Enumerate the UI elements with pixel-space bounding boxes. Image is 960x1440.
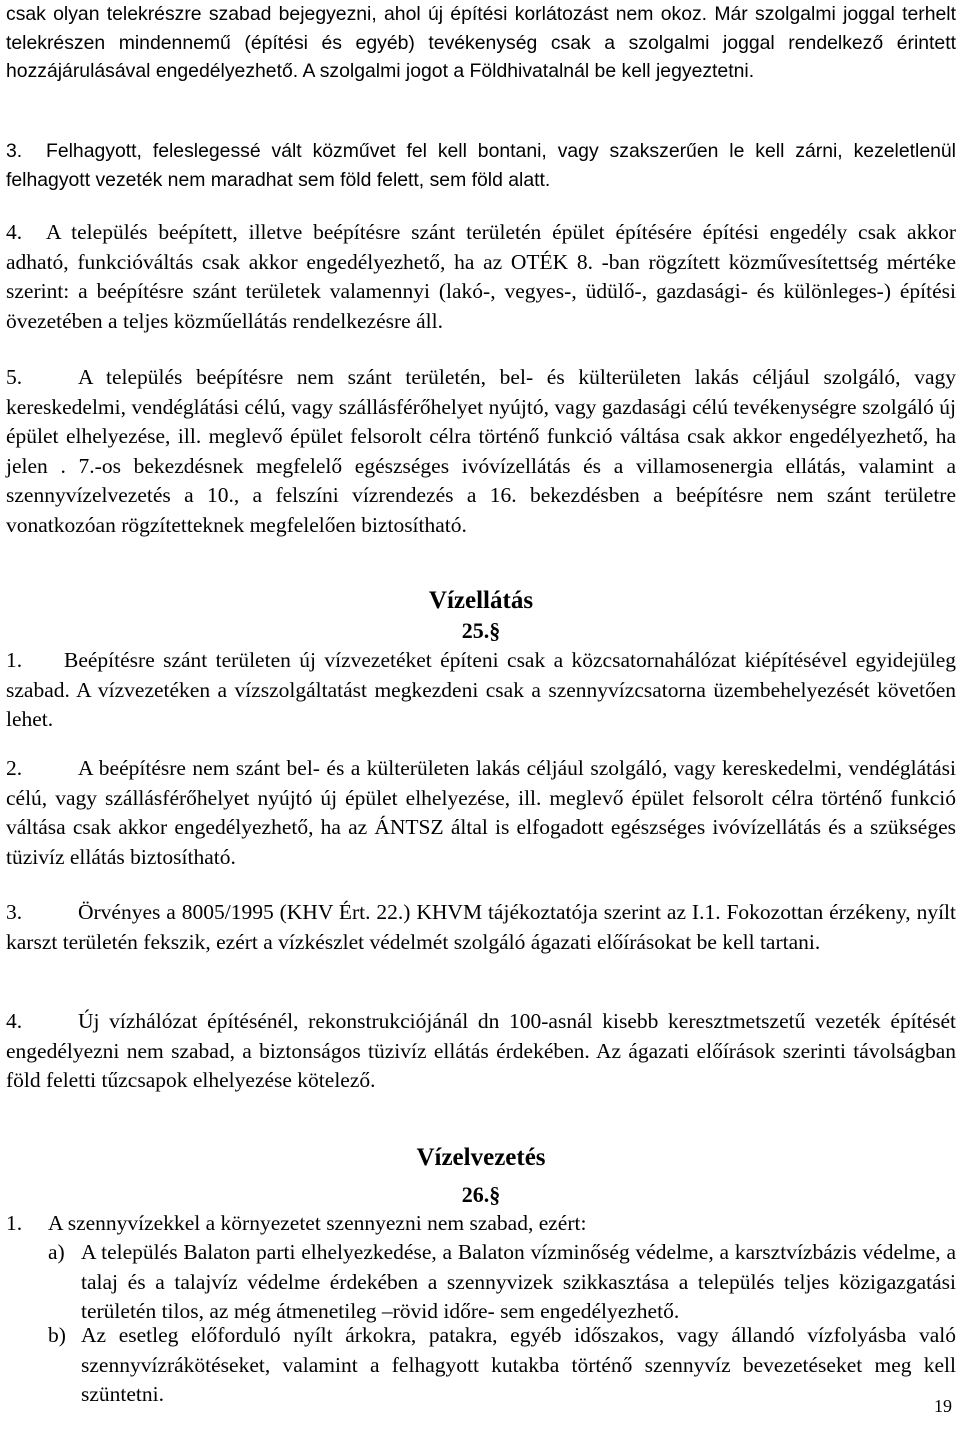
item-number: 1. (6, 648, 23, 672)
page-number: 19 (934, 1396, 952, 1416)
item-text: A település beépítésre nem szánt területén, bel- és külterületen lakás céljául szolgáló, vagy kereskedelmi, vendéglátási célú, vagy szállásférőhelyet nyújtó, vagy gazdasági célú tevékenységre szolgáló új épület elhelyezése, ill. meglevő épület felsorolt célra történő funkció váltása csak akkor engedélyezhető, ha jelen . 7.-os bekezdésnek megfelelő egészséges ivóvízellátás és a villamosenergia ellátás, valamint a szennyvízelvezetés a 10., a felszíni vízrendezés a 16. bekezdésben a beépítésre nem szánt területre vonatkozóan rögzítetteknek megfelelően biztosítható. (6, 365, 956, 537)
paragraph-item-4 (6, 218, 956, 336)
paragraph-number: 26. (461, 1182, 490, 1207)
item-number: 1. (6, 1211, 23, 1235)
section-sign-icon: § (489, 618, 501, 643)
section-title-water: Vízellátás (428, 587, 534, 614)
item-text: Új vízhálózat építésénél, rekonstrukciójánál dn 100-asnál kisebb keresztmetszetű vezeték építését engedélyezni nem szabad, a biztonságos tüzivíz ellátás érdekében. Az ágazati előírások szerinti távolságban föld feletti tűzcsapok elhelyezése kötelező. (6, 1009, 956, 1092)
section-paragraph-water (6, 616, 956, 646)
water-item-3 (6, 898, 956, 957)
item-number: 4. (6, 220, 23, 244)
subitem-text: Az esetleg előforduló nyílt árkokra, patakra, egyéb időszakos, vagy állandó vízfolyásba való szennyvízrákötéseket, valamint a felhagyott kutakba történő szennyvíz bevezetéseket meg kell szüntetni. (81, 1323, 956, 1406)
item-number: 3. (6, 140, 23, 162)
section-sign-icon: § (489, 1182, 501, 1207)
item-text: A beépítésre nem szánt bel- és a külterületen lakás céljául szolgáló, vagy kereskedelmi, vendéglátási célú, vagy szállásférőhelyet nyújtó új épület elhelyezése, ill. meglevő épület felsorolt célra történő funkció váltása csak akkor engedélyezhető, ha az ÁNTSZ által is elfogadott egészséges ivóvízellátás és a szükséges tüzivíz ellátás biztosítható. (6, 756, 956, 869)
section-paragraph-sewage (6, 1180, 956, 1210)
water-item-4 (6, 1007, 956, 1096)
sewage-subitem-a (48, 1238, 956, 1327)
item-number: 4. (6, 1009, 23, 1033)
sewage-item-1 (6, 1209, 956, 1239)
intro-paragraph: csak olyan telekrészre szabad bejegyezni, ahol új építési korlátozást nem okoz. Már szolgalmi joggal terhelt telekrészen mindennemű (építési és egyéb) tevékenység csak a szolgalmi joggal rendelkező érintett hozzájárulásával engedélyezhető. A szolgalmi jogot a Földhivatalnál be kell jegyeztetni. (6, 3, 956, 82)
paragraph-item-5 (6, 363, 956, 540)
item-text: Felhagyott, feleslegessé vált közművet fel kell bontani, vagy szakszerűen le kell zárni, kezeletlenül felhagyott vezeték nem maradhat sem föld felett, sem föld alatt. (6, 140, 956, 191)
subitem-text: A település Balaton parti elhelyezkedése, a Balaton vízminőség védelme, a karsztvízbázis védelme, a talaj és a talajvíz védelme érdekében a szennyvizek szikkasztása a település teljes közigazgatási területén tilos, az még átmenetileg –rövid időre- sem engedélyezhető. (81, 1240, 956, 1323)
item-number: 2. (6, 756, 23, 780)
water-item-1 (6, 646, 956, 735)
item-text: A szennyvízekkel a környezetet szennyezni nem szabad, ezért: (48, 1211, 587, 1235)
item-text: Örvényes a 8005/1995 (KHV Ért. 22.) KHVM tájékoztatója szerint az I.1. Fokozottan érzékeny, nyílt karszt területén fekszik, ezért a vízkészlet védelmét szolgáló ágazati előírásokat be kell tartani. (6, 900, 956, 954)
subitem-label: b) (48, 1323, 66, 1347)
sewage-subitem-b (48, 1321, 956, 1410)
item-text: A település beépített, illetve beépítésre szánt területén épület építésére építési engedély csak akkor adható, funkcióváltás csak akkor engedélyezhető, ha az OTÉK 8. -ban rögzített közművesítettség mértéke szerint: a beépítésre szánt területek valamennyi (lakó-, vegyes-, üdülő-, gazdasági- és különleges-) építési övezetében a teljes közműellátás rendelkezésre áll. (6, 220, 956, 333)
paragraph-number: 25. (461, 618, 490, 643)
paragraph-item-3 (6, 137, 956, 194)
item-text: Beépítésre szánt területen új vízvezetéket építeni csak a közcsatornahálózat kiépítésével egyidejüleg szabad. A vízvezetéken a vízszolgáltatást megkezdeni csak a szennyvízcsatorna üzembehelyezését követően lehet. (6, 648, 956, 731)
water-item-2 (6, 754, 956, 872)
item-number: 3. (6, 900, 23, 924)
section-title-sewage: Vízelvezetés (416, 1144, 546, 1171)
item-number: 5. (6, 365, 23, 389)
subitem-label: a) (48, 1240, 65, 1264)
